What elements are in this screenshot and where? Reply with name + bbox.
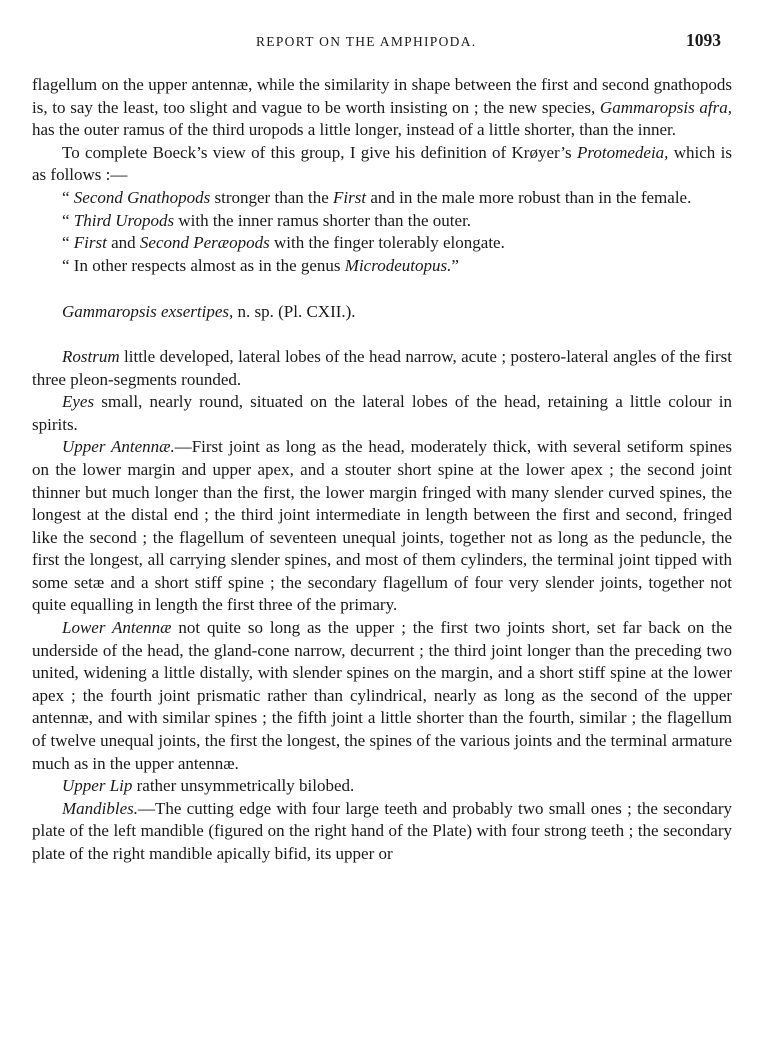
term: Eyes <box>62 392 95 412</box>
term: Upper Lip <box>62 776 133 796</box>
species-name: Gammaropsis exsertipes, <box>62 302 234 322</box>
text-run: —The cutting edge with four large teeth and probably two small ones ; the secondary plate of the left mandible (figured on the right hand of the Plate) with four strong teeth ; the secondary plate of the right mandible apically bifid, its upper or <box>32 798 732 863</box>
text-run: “ <box>62 187 74 207</box>
term: Rostrum <box>62 346 120 366</box>
body-text <box>32 74 732 866</box>
text-run: “ <box>62 210 74 230</box>
text-run: rather unsymmetrically bilobed. <box>132 776 355 796</box>
text-run: little developed, lateral lobes of the head narrow, acute ; postero-lateral angles of the first three pleon-segments rounded. <box>32 346 732 389</box>
running-title: REPORT ON THE AMPHIPODA. <box>256 34 477 49</box>
text-run: “ In other respects almost as in the genus <box>62 255 345 275</box>
text-run: n. sp. (Pl. CXII.). <box>233 302 356 322</box>
paragraph-rostrum <box>32 346 732 391</box>
term: First <box>73 233 107 253</box>
page-header <box>0 30 776 54</box>
term: Second Gnathopods <box>73 187 211 207</box>
paragraph-mandibles <box>32 798 732 866</box>
term: First <box>333 187 367 207</box>
species-heading <box>32 301 732 324</box>
quote-uropods <box>32 210 732 233</box>
term: Upper Antennæ. <box>62 437 175 457</box>
paragraph-boeck-view <box>32 142 732 187</box>
paragraph-lower-antennae <box>32 617 732 775</box>
term: Lower Antennæ <box>62 618 172 638</box>
text-run: To complete Boeck’s view of this group, I give his definition of Krøyer’s <box>62 142 577 162</box>
text-run: and <box>106 233 140 253</box>
text-run: has the outer ramus of the third uropods a little longer, instead of a little shorter, than the inner. <box>32 120 676 140</box>
text-run: —First joint as long as the head, moderately thick, with several setiform spines on the lower margin and upper apex, and a stouter short spine at the lower apex ; the second joint thinner but much longer than the first, the lower margin fringed with many slender curved spines, the longest at the distal end ; the third joint intermediate in length between the first and second, fringed like the second ; the flagellum of seventeen unequal joints, together not as long as the peduncle, the first the longest, all carrying slender spines, and most of them cylinders, the terminal joint tipped with some setæ and a short stiff spine ; the secondary flagellum of four very slender joints, together not quite equalling in length the first three of the primary. <box>32 437 732 615</box>
text-run: and in the male more robust than in the female. <box>366 187 692 207</box>
paragraph-eyes <box>32 391 732 436</box>
species-name: Gammaropsis afra, <box>599 97 732 117</box>
quote-gnathopods <box>32 187 732 210</box>
text-run: with the inner ramus shorter than the outer. <box>174 210 472 230</box>
term: Third Uropods <box>73 210 175 230</box>
paragraph-upper-lip <box>32 775 732 798</box>
text-run: which is as follows :— <box>32 142 732 185</box>
quote-peraeopods <box>32 232 732 255</box>
genus-name: Microdeutopus. <box>344 255 452 275</box>
text-run: small, nearly round, situated on the lateral lobes of the head, retaining a little colour in spirits. <box>32 392 732 434</box>
page-number: 1093 <box>686 30 721 50</box>
text-run: with the finger tolerably elongate. <box>269 233 505 253</box>
text-run: stronger than the <box>210 187 334 207</box>
quote-other-respects <box>32 255 732 278</box>
text-run: ” <box>451 255 459 275</box>
term: Second Peræopods <box>139 233 270 253</box>
term: Mandibles. <box>62 798 139 818</box>
paragraph-continuation <box>32 74 732 142</box>
text-run: “ <box>62 233 74 253</box>
text-run: flagellum on the upper antennæ, while the similarity in shape between the first and second gnathopods is, to say the least, too slight and vague to be worth insisting on ; the new species, <box>32 75 732 117</box>
text-run: not quite so long as the upper ; the first two joints short, set far back on the underside of the head, the gland-cone narrow, decurrent ; the third joint longer than the preceding two united, widening a little distally, with slender spines on the margin, and a short stiff spine at the lower apex ; the fourth joint prismatic rather than cylindrical, nearly as long as the second of the upper antennæ, and with similar spines ; the fifth joint a little shorter than the fourth, similar ; the flagellum of twelve unequal joints, the first the longest, the spines of the various joints and the terminal armature much as in the upper antennæ. <box>32 618 732 773</box>
paragraph-upper-antennae <box>32 436 732 617</box>
genus-name: Protomedeia, <box>576 142 669 162</box>
